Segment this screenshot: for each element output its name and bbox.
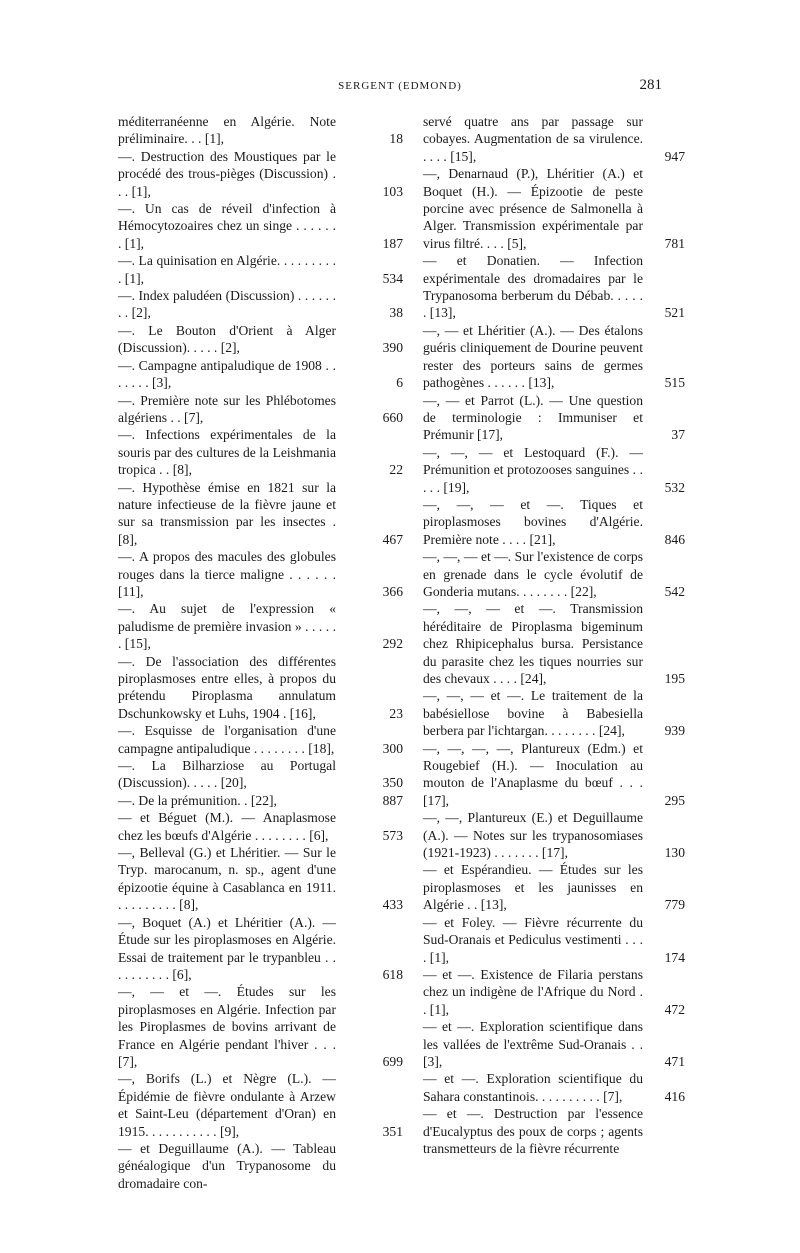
index-entry [423, 252, 685, 322]
entry-text: —. Destruction des Moustiques par le procédé des trous-pièges (Discussion) . . . [1], [118, 148, 336, 199]
entry-text: — et —. Destruction par l'essence d'Eucalyptus des poux de corps ; agents transmetteurs de la fièvre récurrente [423, 1106, 643, 1156]
entry-text: —, —, — et Lestoquard (F.). — Prémunition et protozooses sanguines . . . . . [19], [423, 444, 643, 495]
entry-page-number: 130 [664, 845, 685, 861]
entry-page-number: 390 [382, 340, 403, 356]
entry-page-number: 573 [382, 827, 403, 843]
index-entry [118, 252, 403, 287]
entry-page-number: 416 [664, 1088, 685, 1104]
index-entry [118, 357, 403, 392]
entry-page-number: 947 [664, 148, 685, 164]
entry-text: — et —. Exploration scientifique dans les vallées de l'extrême Sud-Oranais . . [3], [423, 1019, 643, 1069]
entry-text: — et Foley. — Fièvre récurrente du Sud-Oranais et Pediculus vestimenti . . . . [1], [423, 914, 643, 965]
entry-text: —, —, — et —. Sur l'existence de corps en grenade dans le cycle évolutif de Gonderia mutans. . . . . . . . [22], [423, 549, 643, 599]
index-entry [118, 653, 403, 723]
entry-page-number: 350 [382, 775, 403, 791]
entry-text: —. Esquisse de l'organisation d'une campagne antipaludique . . . . . . . . [18], [118, 723, 336, 756]
entry-page-number: 295 [664, 792, 685, 808]
index-entry [118, 392, 403, 427]
entry-text: —, Denarnaud (P.), Lhéritier (A.) et Boquet (H.). — Épizootie de peste porcine avec présence de Salmonella à Alger. Transmission expérimentale par virus filtré. . . . [5], [423, 166, 643, 251]
entry-text: —, — et Lhéritier (A.). — Des étalons guéris cliniquement de Dourine peuvent rester des porteurs sains de germes pathogènes . . . . . . [13], [423, 322, 643, 391]
index-entry [118, 983, 403, 1070]
entry-text: —, Belleval (G.) et Lhéritier. — Sur le Tryp. marocanum, n. sp., agent d'une épizootie équine à Casablanca en 1911. . . . . . . . . . [8], [118, 845, 336, 913]
entry-text: —. La Bilharziose au Portugal (Discussion). . . . . [20], [118, 758, 336, 791]
entry-text: —, —, — et —. Tiques et piroplasmoses bovines d'Algérie. Première note . . . . [21], [423, 496, 643, 547]
entry-text: —. Infections expérimentales de la souris par des cultures de la Leishmania tropica . . [8], [118, 427, 336, 478]
entry-page-number: 471 [664, 1053, 685, 1069]
entry-page-number: 939 [664, 723, 685, 739]
entry-page-number: 515 [664, 375, 685, 391]
index-entry [423, 600, 685, 687]
index-entry [423, 548, 685, 600]
entry-text: —, Boquet (A.) et Lhéritier (A.). — Étude sur les piroplasmoses en Algérie. Essai de traitement par le trypanbleu . . . . . . . . . . [6], [118, 914, 336, 982]
entry-text: —, —, Plantureux (E.) et Deguillaume (A.). — Notes sur les trypanosomiases (1921-1923) . . . . . . . [17], [423, 810, 643, 861]
entry-page-number: 542 [664, 583, 685, 599]
entry-page-number: 300 [382, 740, 403, 756]
entry-text: —. A propos des macules des globules rouges dans la tierce maligne . . . . . . [11], [118, 549, 336, 599]
index-entry [118, 479, 403, 549]
index-entry [423, 914, 685, 966]
index-entry [118, 757, 403, 792]
entry-page-number: 195 [664, 671, 685, 686]
entry-page-number: 887 [382, 792, 403, 808]
index-entry [423, 809, 685, 861]
entry-text: —. La quinisation en Algérie. . . . . . . . . . [1], [118, 253, 336, 286]
entry-text: — et Béguet (M.). — Anaplasmose chez les bœufs d'Algérie . . . . . . . . [6], [118, 810, 336, 843]
index-entry [423, 861, 685, 913]
entry-text: —, —, — et —. Transmission héréditaire de Piroplasma bigeminum chez Rhipicephalus bursa. Persistance du parasite chez les tiques nourries sur des chevaux . . . . [24], [423, 601, 643, 686]
right-column [423, 113, 685, 1157]
entry-page-number: 534 [382, 270, 403, 286]
entry-text: —, — et Parrot (L.). — Une question de terminologie : Immuniser et Prémunir [17], [423, 392, 643, 443]
index-entry [423, 165, 685, 252]
index-entry [118, 1070, 403, 1140]
entry-text: —, Borifs (L.) et Nègre (L.). — Épidémie de fièvre ondulante à Arzew et Saint-Leu (département d'Oran) en 1915. . . . . . . . . . . [9], [118, 1071, 336, 1139]
index-entry [423, 113, 685, 165]
entry-text: —. Campagne antipaludique de 1908 . . . . . . . [3], [118, 357, 336, 391]
index-entry [118, 287, 403, 322]
page-header [0, 77, 800, 100]
entry-text: — et Espérandieu. — Études sur les piroplasmoses et les jaunisses en Algérie . . [13], [423, 862, 643, 913]
entry-text: —. De la prémunition. . [22], [118, 792, 277, 808]
index-entry [118, 844, 403, 914]
entry-page-number: 37 [671, 427, 685, 443]
entry-text: — et Deguillaume (A.). — Tableau généalogique d'un Trypanosome du dromadaire con- [118, 1140, 336, 1191]
entry-page-number: 18 [389, 131, 403, 147]
index-entry [118, 113, 403, 148]
entry-page-number: 521 [664, 305, 685, 321]
entry-page-number: 467 [382, 531, 403, 547]
index-entry [423, 1105, 685, 1157]
index-entry [423, 444, 685, 496]
entry-page-number: 472 [664, 1001, 685, 1017]
entry-page-number: 532 [664, 479, 685, 495]
entry-page-number: 6 [396, 375, 403, 391]
index-entry [118, 914, 403, 984]
entry-page-number: 699 [382, 1053, 403, 1069]
entry-page-number: 23 [389, 705, 403, 721]
entry-page-number: 660 [382, 409, 403, 425]
index-entry [423, 392, 685, 444]
index-entry [423, 966, 685, 1018]
entry-page-number: 292 [382, 636, 403, 652]
entry-text: —, — et —. Études sur les piroplasmoses en Algérie. Infection par les Piroplasmes de bovins arrivant de France en Algérie pendant l'hiver . . . [7], [118, 984, 336, 1069]
index-entry [118, 322, 403, 357]
entry-page-number: 22 [389, 462, 403, 478]
entry-text: —, —, — et —. Le traitement de la babésiellose bovine à Babesiella berbera par l'ichtargan. . . . . . . . [24], [423, 688, 643, 739]
entry-text: —. Le Bouton d'Orient à Alger (Discussion). . . . . [2], [118, 322, 336, 356]
index-entry [118, 809, 403, 844]
entry-text: — et Donatien. — Infection expérimentale des dromadaires par le Trypanosoma berberum du Débab. . . . . . [13], [423, 253, 643, 321]
entry-text: servé quatre ans par passage sur cobayes. Augmentation de sa virulence. . . . . [15], [423, 114, 643, 164]
entry-page-number: 846 [664, 531, 685, 547]
entry-page-number: 366 [382, 583, 403, 599]
entry-page-number: 351 [382, 1123, 403, 1139]
index-entry [118, 148, 403, 200]
entry-page-number: 38 [389, 305, 403, 321]
entry-text: —, —, —, —, Plantureux (Edm.) et Rougebief (H.). — Inoculation au mouton de l'Anaplasme du bœuf . . . [17], [423, 740, 643, 808]
entry-text: —. Première note sur les Phlébotomes algériens . . [7], [118, 392, 336, 425]
entry-page-number: 779 [664, 897, 685, 913]
entry-page-number: 174 [664, 949, 685, 965]
entry-text: —. De l'association des différentes piroplasmoses entre elles, à propos du prétendu Piroplasma annulatum Dschunkowsky et Luhs, 1904 . [16], [118, 653, 336, 721]
index-entry [423, 496, 685, 548]
index-entry [423, 322, 685, 392]
entry-page-number: 618 [382, 966, 403, 982]
entry-text: —. Hypothèse émise en 1821 sur la nature infectieuse de la fièvre jaune et sur sa transmission par les insectes . [8], [118, 479, 336, 547]
index-entry [118, 426, 403, 478]
index-entry [423, 1018, 685, 1070]
entry-text: —. Au sujet de l'expression « paludisme de première invasion » . . . . . . [15], [118, 601, 336, 652]
index-entry [118, 200, 403, 252]
running-head: SERGENT (EDMOND) [338, 80, 462, 92]
index-entry [423, 687, 685, 739]
entry-text: méditerranéenne en Algérie. Note préliminaire. . . [1], [118, 114, 336, 147]
index-entry [118, 722, 403, 757]
index-entry [118, 600, 403, 652]
entry-text: — et —. Exploration scientifique du Sahara constantinois. . . . . . . . . . [7], [423, 1071, 643, 1104]
index-entry [118, 1140, 403, 1192]
index-entry [118, 548, 403, 600]
page-number: 281 [639, 77, 662, 93]
entry-page-number: 433 [382, 897, 403, 913]
entry-page-number: 781 [664, 235, 685, 251]
entry-page-number: 103 [382, 183, 403, 199]
index-entry [423, 740, 685, 810]
left-column [118, 113, 403, 1192]
entry-page-number: 187 [382, 235, 403, 251]
index-entry [423, 1070, 685, 1105]
entry-text: — et —. Existence de Filaria perstans chez un indigène de l'Afrique du Nord . . [1], [423, 966, 643, 1017]
index-entry [118, 792, 403, 809]
entry-text: —. Index paludéen (Discussion) . . . . . . . . [2], [118, 288, 336, 321]
entry-text: —. Un cas de réveil d'infection à Hémocytozoaires chez un singe . . . . . . . [1], [118, 201, 336, 251]
